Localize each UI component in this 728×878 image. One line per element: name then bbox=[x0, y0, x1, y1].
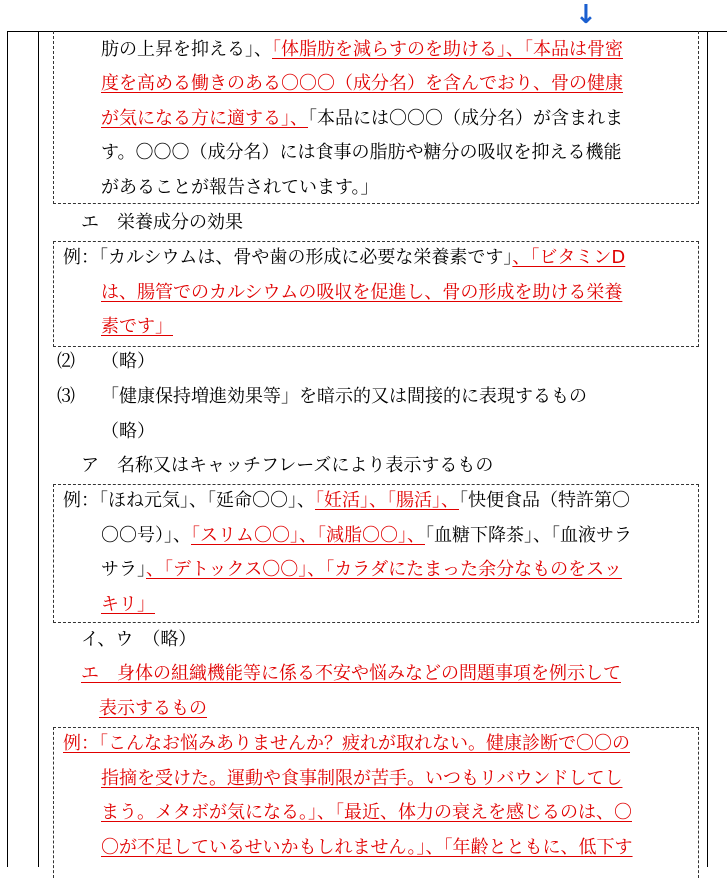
heading-i-u: イ、ウ （略） bbox=[81, 629, 197, 650]
text-segment: 〇〇号）」、 bbox=[101, 525, 191, 546]
emphasized-text-segment: は、腸管でのカルシウムの吸収を促進し、骨の形成を助ける栄養 bbox=[101, 282, 623, 303]
heading-nutrient-effects: エ 栄養成分の効果 bbox=[81, 212, 243, 233]
text-segment: 例：「カルシウムは、骨や歯の形成に必要な栄養素です」 bbox=[63, 247, 513, 268]
item-3-sub: （略） bbox=[101, 421, 155, 442]
box1-line-1 bbox=[101, 38, 623, 62]
box2-line-2 bbox=[101, 281, 622, 305]
heading-problem-examples-2: 表示するもの bbox=[99, 698, 207, 719]
item-3-number: ⑶ bbox=[57, 386, 75, 407]
table-column-divider bbox=[38, 31, 39, 867]
emphasized-text-segment: 指摘を受けた。運動や食事制限が苦手。いつもリバウンドしてし bbox=[101, 768, 623, 789]
emphasized-text-segment: 「スリム〇〇」、「減脂〇〇」、 bbox=[191, 525, 425, 546]
box3-line-3 bbox=[101, 558, 622, 582]
box2-line-3 bbox=[101, 315, 173, 339]
table-left-border bbox=[7, 31, 8, 867]
box4-line-3 bbox=[101, 801, 632, 825]
box1-line-5 bbox=[101, 176, 379, 200]
box4-line-4 bbox=[101, 836, 633, 860]
table-right-border bbox=[707, 31, 708, 867]
item-3-text: 「健康保持増進効果等」を暗示的又は間接的に表現するもの bbox=[101, 386, 587, 407]
emphasized-text-segment: 素です」 bbox=[101, 316, 173, 337]
box1-line-3 bbox=[101, 107, 623, 131]
text-segment: す。〇〇〇（成分名）には食事の脂肪や糖分の吸収を抑える機能 bbox=[101, 142, 622, 163]
text-segment: 「快便食品（特許第〇 bbox=[459, 490, 630, 511]
item-2-number: ⑵ bbox=[57, 351, 75, 372]
box2-line-1 bbox=[63, 246, 625, 270]
text-segment: 「本品には〇〇〇（成分名）が含まれま bbox=[308, 108, 623, 129]
emphasized-text-segment: 「妊活」、「腸活」、 bbox=[315, 490, 459, 511]
heading-problem-examples-1: エ 身体の組織機能等に係る不安や悩みなどの問題事項を例示して bbox=[81, 663, 621, 684]
emphasized-text-segment: 「体脂肪を減らすのを助ける」、「本品は骨密 bbox=[272, 39, 623, 60]
box3-line-1 bbox=[63, 489, 630, 513]
box4-line-1 bbox=[63, 732, 630, 756]
text-segment: があることが報告されています。」 bbox=[101, 177, 379, 198]
box3-line-4 bbox=[101, 593, 155, 617]
text-segment: サラ」 bbox=[101, 559, 146, 580]
down-arrow-icon: ↓ bbox=[575, 0, 597, 30]
box1-line-2 bbox=[101, 72, 623, 96]
emphasized-text-segment: 度を高める働きのある〇〇〇（成分名）を含んでおり、骨の健康 bbox=[101, 73, 623, 94]
emphasized-text-segment: キリ」 bbox=[101, 594, 155, 615]
box3-line-2 bbox=[101, 524, 632, 548]
emphasized-text-segment: 、「ビタミンD bbox=[512, 247, 626, 268]
box1-line-4 bbox=[101, 141, 622, 165]
item-2-text: （略） bbox=[101, 351, 155, 372]
emphasized-text-segment: 〇が不足しているせいかもしれません。」、「年齢とともに、低下す bbox=[101, 837, 633, 858]
emphasized-text-segment: 、「デトックス〇〇」、「カラダにたまった余分なものをスッ bbox=[146, 559, 622, 580]
emphasized-text-segment: まう。メタボが気になる。」、「最近、体力の衰えを感じるのは、〇 bbox=[101, 802, 632, 823]
box4-line-2 bbox=[101, 767, 622, 791]
text-segment: 例：「ほね元気」、「延命〇〇」、 bbox=[63, 490, 315, 511]
text-segment: 肪の上昇を抑える」、 bbox=[101, 39, 272, 60]
heading-name-catchphrase: ア 名称又はキャッチフレーズにより表示するもの bbox=[81, 455, 494, 476]
emphasized-text-segment: が気になる方に適する」、 bbox=[101, 108, 308, 129]
emphasized-text-segment: 例：「こんなお悩みありませんか？疲れが取れない。健康診断で〇〇の bbox=[63, 733, 630, 754]
text-segment: 「血糖下降茶」、「血液サラ bbox=[425, 525, 632, 546]
